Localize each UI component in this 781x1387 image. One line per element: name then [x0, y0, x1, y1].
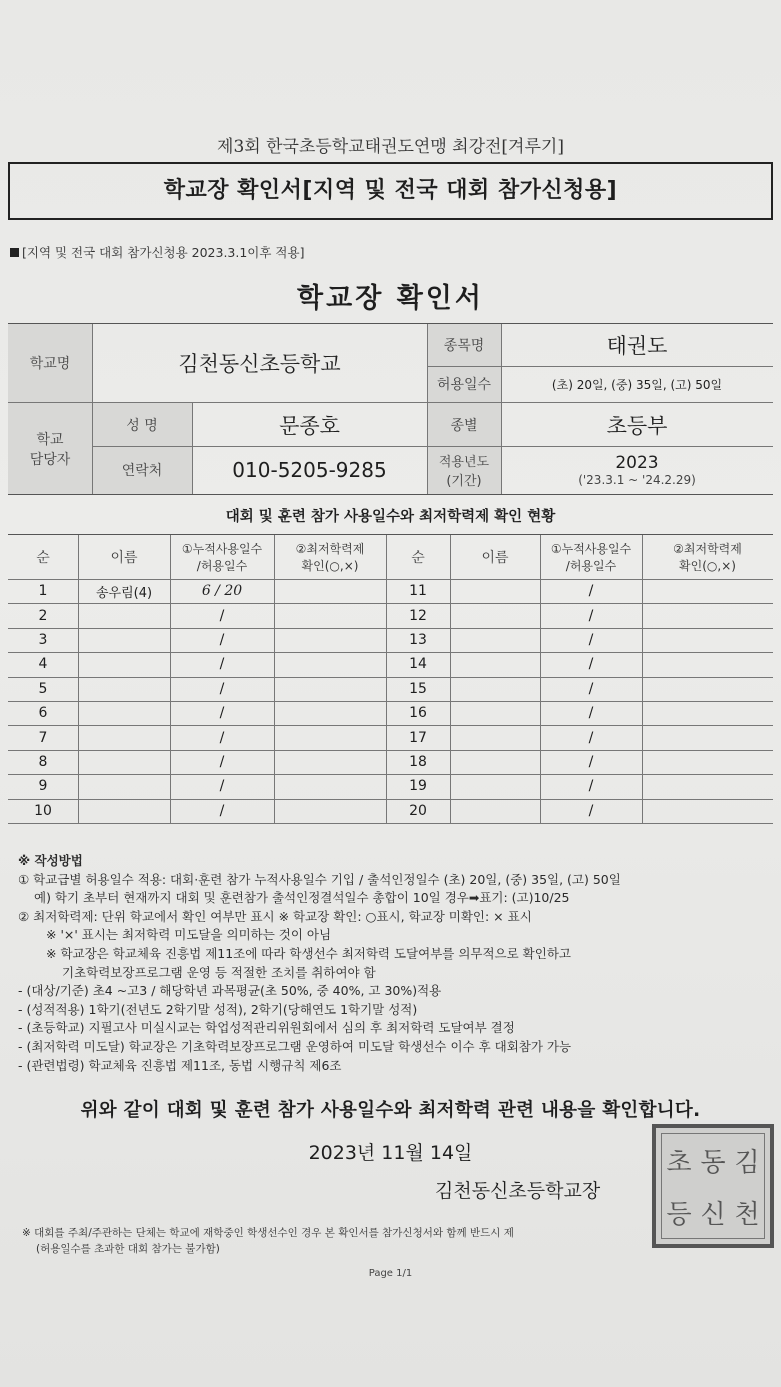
header-days-2-line2: /허용일수	[565, 559, 617, 573]
row-days2: /	[588, 583, 594, 600]
empty-cell	[642, 750, 773, 774]
table-line	[8, 774, 773, 775]
empty-cell	[450, 750, 540, 774]
row-no: 3	[38, 631, 48, 648]
row-name	[78, 701, 170, 725]
info-line	[92, 446, 773, 447]
table-line	[642, 535, 643, 823]
header-name: 이름	[110, 550, 138, 566]
seal-glyph: 김	[734, 1147, 760, 1178]
header-days-line2: /허용일수	[196, 559, 248, 573]
empty-cell	[642, 603, 773, 627]
row-no: 2	[38, 607, 48, 624]
empty-cell	[450, 677, 540, 701]
row-days2: /	[588, 753, 594, 770]
table-line	[8, 603, 773, 604]
header-days	[170, 535, 274, 579]
empty-cell	[450, 603, 540, 627]
row-name	[78, 750, 170, 774]
contact-label: 연락처	[92, 446, 192, 494]
name-value: 문종호	[279, 413, 340, 438]
principal-signature: 김천동신초등학교장	[435, 1180, 601, 1202]
row-no2: 12	[409, 607, 427, 624]
table-line	[8, 823, 773, 824]
method-line: ※ '×' 표시는 최저학력 미도달을 의미하는 것이 아님	[46, 927, 332, 943]
year-label	[427, 446, 501, 494]
row-name	[78, 725, 170, 749]
empty-cell	[642, 701, 773, 725]
year-label-line2: (기간)	[446, 474, 482, 489]
empty-cell	[450, 652, 540, 676]
empty-cell	[274, 799, 386, 823]
header-check	[274, 535, 386, 579]
row-no2: 17	[409, 729, 427, 746]
empty-cell	[274, 701, 386, 725]
table-line	[8, 652, 773, 653]
row-days2: /	[588, 705, 594, 722]
row-no: 8	[38, 753, 48, 770]
seal-glyph: 등	[666, 1199, 692, 1230]
seal-glyph: 동	[700, 1147, 726, 1178]
square-bullet-icon	[10, 248, 19, 257]
page-number: Page 1/1	[368, 1268, 413, 1279]
method-line: ② 최저학력제: 단위 학교에서 확인 여부만 표시 ※ 학교장 확인: ○표시, 학교장 미확인: × 표시	[18, 908, 532, 924]
table-line	[8, 579, 773, 580]
table-line	[8, 725, 773, 726]
row-days2: /	[588, 631, 594, 648]
info-line	[427, 366, 773, 367]
row-no2: 13	[409, 631, 427, 648]
info-line	[92, 324, 93, 494]
row-days: /	[219, 778, 225, 795]
row-no2: 16	[409, 705, 427, 722]
table-line	[78, 535, 79, 823]
row-name	[78, 677, 170, 701]
school-seal-stamp	[652, 1124, 774, 1248]
row-no: 9	[38, 778, 48, 795]
event-title: 제3회 한국초등학교태권도연맹 최강전[겨루기]	[217, 137, 564, 157]
empty-cell	[450, 579, 540, 603]
seal-icon	[661, 1133, 765, 1239]
allowed-label: 허용일수	[427, 366, 501, 402]
header-check-line2: 확인(○,×)	[301, 559, 359, 573]
header-days-2-line1: ①누적사용일수	[550, 542, 632, 556]
school-value: 김천동신초등학교	[178, 352, 341, 376]
table-line	[386, 535, 387, 823]
empty-cell	[274, 725, 386, 749]
table-line	[450, 535, 451, 823]
row-name	[78, 774, 170, 798]
row-no: 10	[34, 802, 52, 819]
row-days: /	[219, 753, 225, 770]
method-line: 기초학력보장프로그램 운영 등 적절한 조치를 취하여야 함	[62, 964, 376, 980]
manager-label-line1: 학교	[36, 431, 64, 448]
row-days: /	[219, 631, 225, 648]
empty-cell	[274, 774, 386, 798]
empty-cell	[642, 799, 773, 823]
table-line	[8, 677, 773, 678]
header-check-2	[642, 535, 773, 579]
row-days: /	[219, 680, 225, 697]
info-line	[501, 324, 502, 494]
info-bottom-border	[8, 494, 773, 495]
school-label: 학교명	[8, 324, 92, 402]
writing-methods	[18, 852, 621, 1075]
empty-cell	[450, 701, 540, 725]
sport-label: 종목명	[427, 324, 501, 366]
table-line	[170, 535, 171, 823]
empty-cell	[450, 774, 540, 798]
empty-cell	[450, 799, 540, 823]
row-name	[78, 652, 170, 676]
table-line	[8, 701, 773, 702]
row-days: /	[219, 607, 225, 624]
method-line: ① 학교급별 허용일수 적용: 대회·훈련 참가 누적사용일수 기입 / 출석인정일수 (초) 20일, (중) 35일, (고) 50일	[18, 871, 621, 887]
row-days2: /	[588, 778, 594, 795]
method-line: - (최저학력 미도달) 학교장은 기초학력보장프로그램 운영하여 미도달 학생선수 이수 후 대회참가 가능	[18, 1038, 572, 1054]
row-name: 송우림(4)	[95, 585, 153, 601]
contact-value: 010-5205-9285	[232, 458, 387, 482]
empty-cell	[274, 603, 386, 627]
row-days2: /	[588, 656, 594, 673]
empty-cell	[274, 579, 386, 603]
applied-note-text: [지역 및 전국 대회 참가신청용 2023.3.1이후 적용]	[22, 245, 305, 260]
header-no-2: 순	[411, 550, 425, 566]
row-days: /	[219, 802, 225, 819]
year-value: 2023	[615, 453, 659, 473]
table-line	[8, 750, 773, 751]
document-title: 학교장 확인서[지역 및 전국 대회 참가신청용]	[8, 162, 773, 220]
row-no: 1	[38, 583, 48, 600]
table-title: 대회 및 훈련 참가 사용일수와 최저학력제 확인 현황	[225, 509, 556, 525]
table-line	[540, 535, 541, 823]
footnote-line2: (허용일수를 초과한 대회 참가는 불가함)	[36, 1243, 220, 1255]
row-no2: 15	[409, 680, 427, 697]
info-line	[192, 403, 193, 494]
confirm-statement: 위와 같이 대회 및 훈련 참가 사용일수와 최저학력 관련 내용을 확인합니다.	[80, 1100, 701, 1121]
method-line: ※ 학교장은 학교체육 진흥법 제11조에 따라 학생선수 최저학력 도달여부를 의무적으로 확인하고	[46, 945, 571, 961]
table-line	[274, 535, 275, 823]
row-days2: /	[588, 802, 594, 819]
empty-cell	[450, 725, 540, 749]
method-line: - (초등학교) 지필고사 미실시교는 학업성적관리위원회에서 심의 후 최저학력 도달여부 결정	[18, 1020, 515, 1036]
empty-cell	[642, 677, 773, 701]
row-no2: 11	[409, 583, 427, 600]
info-line	[427, 324, 428, 494]
row-days2: /	[588, 680, 594, 697]
year-label-line1: 적용년도	[438, 455, 490, 470]
footnote	[22, 1225, 514, 1257]
header-check-2-line1: ②최저학력제	[673, 542, 742, 556]
row-days: /	[219, 656, 225, 673]
row-name	[78, 799, 170, 823]
allowed-value: (초) 20일, (중) 35일, (고) 50일	[551, 377, 723, 392]
table-line	[8, 534, 773, 535]
header-name-2: 이름	[481, 550, 509, 566]
seal-glyph: 신	[700, 1199, 726, 1230]
header-check-2-line2: 확인(○,×)	[679, 559, 736, 573]
table-line	[8, 799, 773, 800]
row-no2: 18	[409, 753, 427, 770]
empty-cell	[642, 628, 773, 652]
seal-glyph: 초	[666, 1147, 692, 1178]
empty-cell	[274, 652, 386, 676]
table-line	[8, 628, 773, 629]
row-days: 6 / 20	[201, 583, 243, 600]
applied-note	[10, 243, 304, 261]
row-no: 6	[38, 705, 48, 722]
manager-label	[8, 403, 92, 494]
row-no: 5	[38, 680, 48, 697]
empty-cell	[642, 652, 773, 676]
method-line: - (대상/기준) 초4 ~고3 / 해당학년 과목평균(초 50%, 중 40%, 고 30%)적용	[18, 983, 442, 999]
header-check-line1: ②최저학력제	[295, 542, 365, 556]
row-no2: 14	[409, 656, 427, 673]
method-line: - (성적적용) 1학기(전년도 2학기말 성적), 2학기(당해연도 1학기말 성적)	[18, 1001, 418, 1017]
row-days: /	[219, 705, 225, 722]
footnote-line1: ※ 대회를 주최/주관하는 단체는 학교에 재학중인 학생선수인 경우 본 확인서를 참가신청서와 함께 반드시 제	[22, 1227, 514, 1239]
empty-cell	[274, 628, 386, 652]
empty-cell	[274, 750, 386, 774]
year-value-cell	[501, 446, 773, 494]
row-name	[78, 628, 170, 652]
header-no: 순	[36, 550, 50, 566]
empty-cell	[642, 725, 773, 749]
row-days2: /	[588, 729, 594, 746]
name-label: 성 명	[92, 403, 192, 446]
header-days-line1: ①누적사용일수	[181, 542, 263, 556]
division-label: 종별	[427, 403, 501, 446]
empty-cell	[274, 677, 386, 701]
header-days-2	[540, 535, 642, 579]
empty-cell	[450, 628, 540, 652]
info-line	[8, 402, 773, 403]
row-name	[78, 603, 170, 627]
division-value: 초등부	[606, 413, 668, 438]
row-no2: 20	[409, 802, 427, 819]
empty-cell	[642, 579, 773, 603]
row-no2: 19	[409, 778, 427, 795]
manager-label-line2: 담당자	[29, 451, 71, 468]
method-line: - (관련법령) 학교체육 진흥법 제11조, 동법 시행규칙 제6조	[18, 1057, 342, 1073]
row-no: 4	[38, 656, 48, 673]
form-title: 학교장 확인서	[297, 283, 484, 314]
empty-cell	[642, 774, 773, 798]
row-days2: /	[588, 607, 594, 624]
method-line: 예) 학기 초부터 현재까지 대회 및 훈련참가 출석인정결석일수 총합이 10일 경우➡표기: (고)10/25	[34, 890, 570, 906]
issue-date: 2023년 11월 14일	[308, 1142, 473, 1164]
methods-heading: ※ 작성방법	[18, 853, 83, 868]
row-no: 7	[38, 729, 48, 746]
row-days: /	[219, 729, 225, 746]
seal-glyph: 천	[734, 1199, 760, 1230]
period-value: ('23.3.1 ~ '24.2.29)	[578, 473, 696, 487]
sport-value: 태권도	[606, 334, 668, 358]
